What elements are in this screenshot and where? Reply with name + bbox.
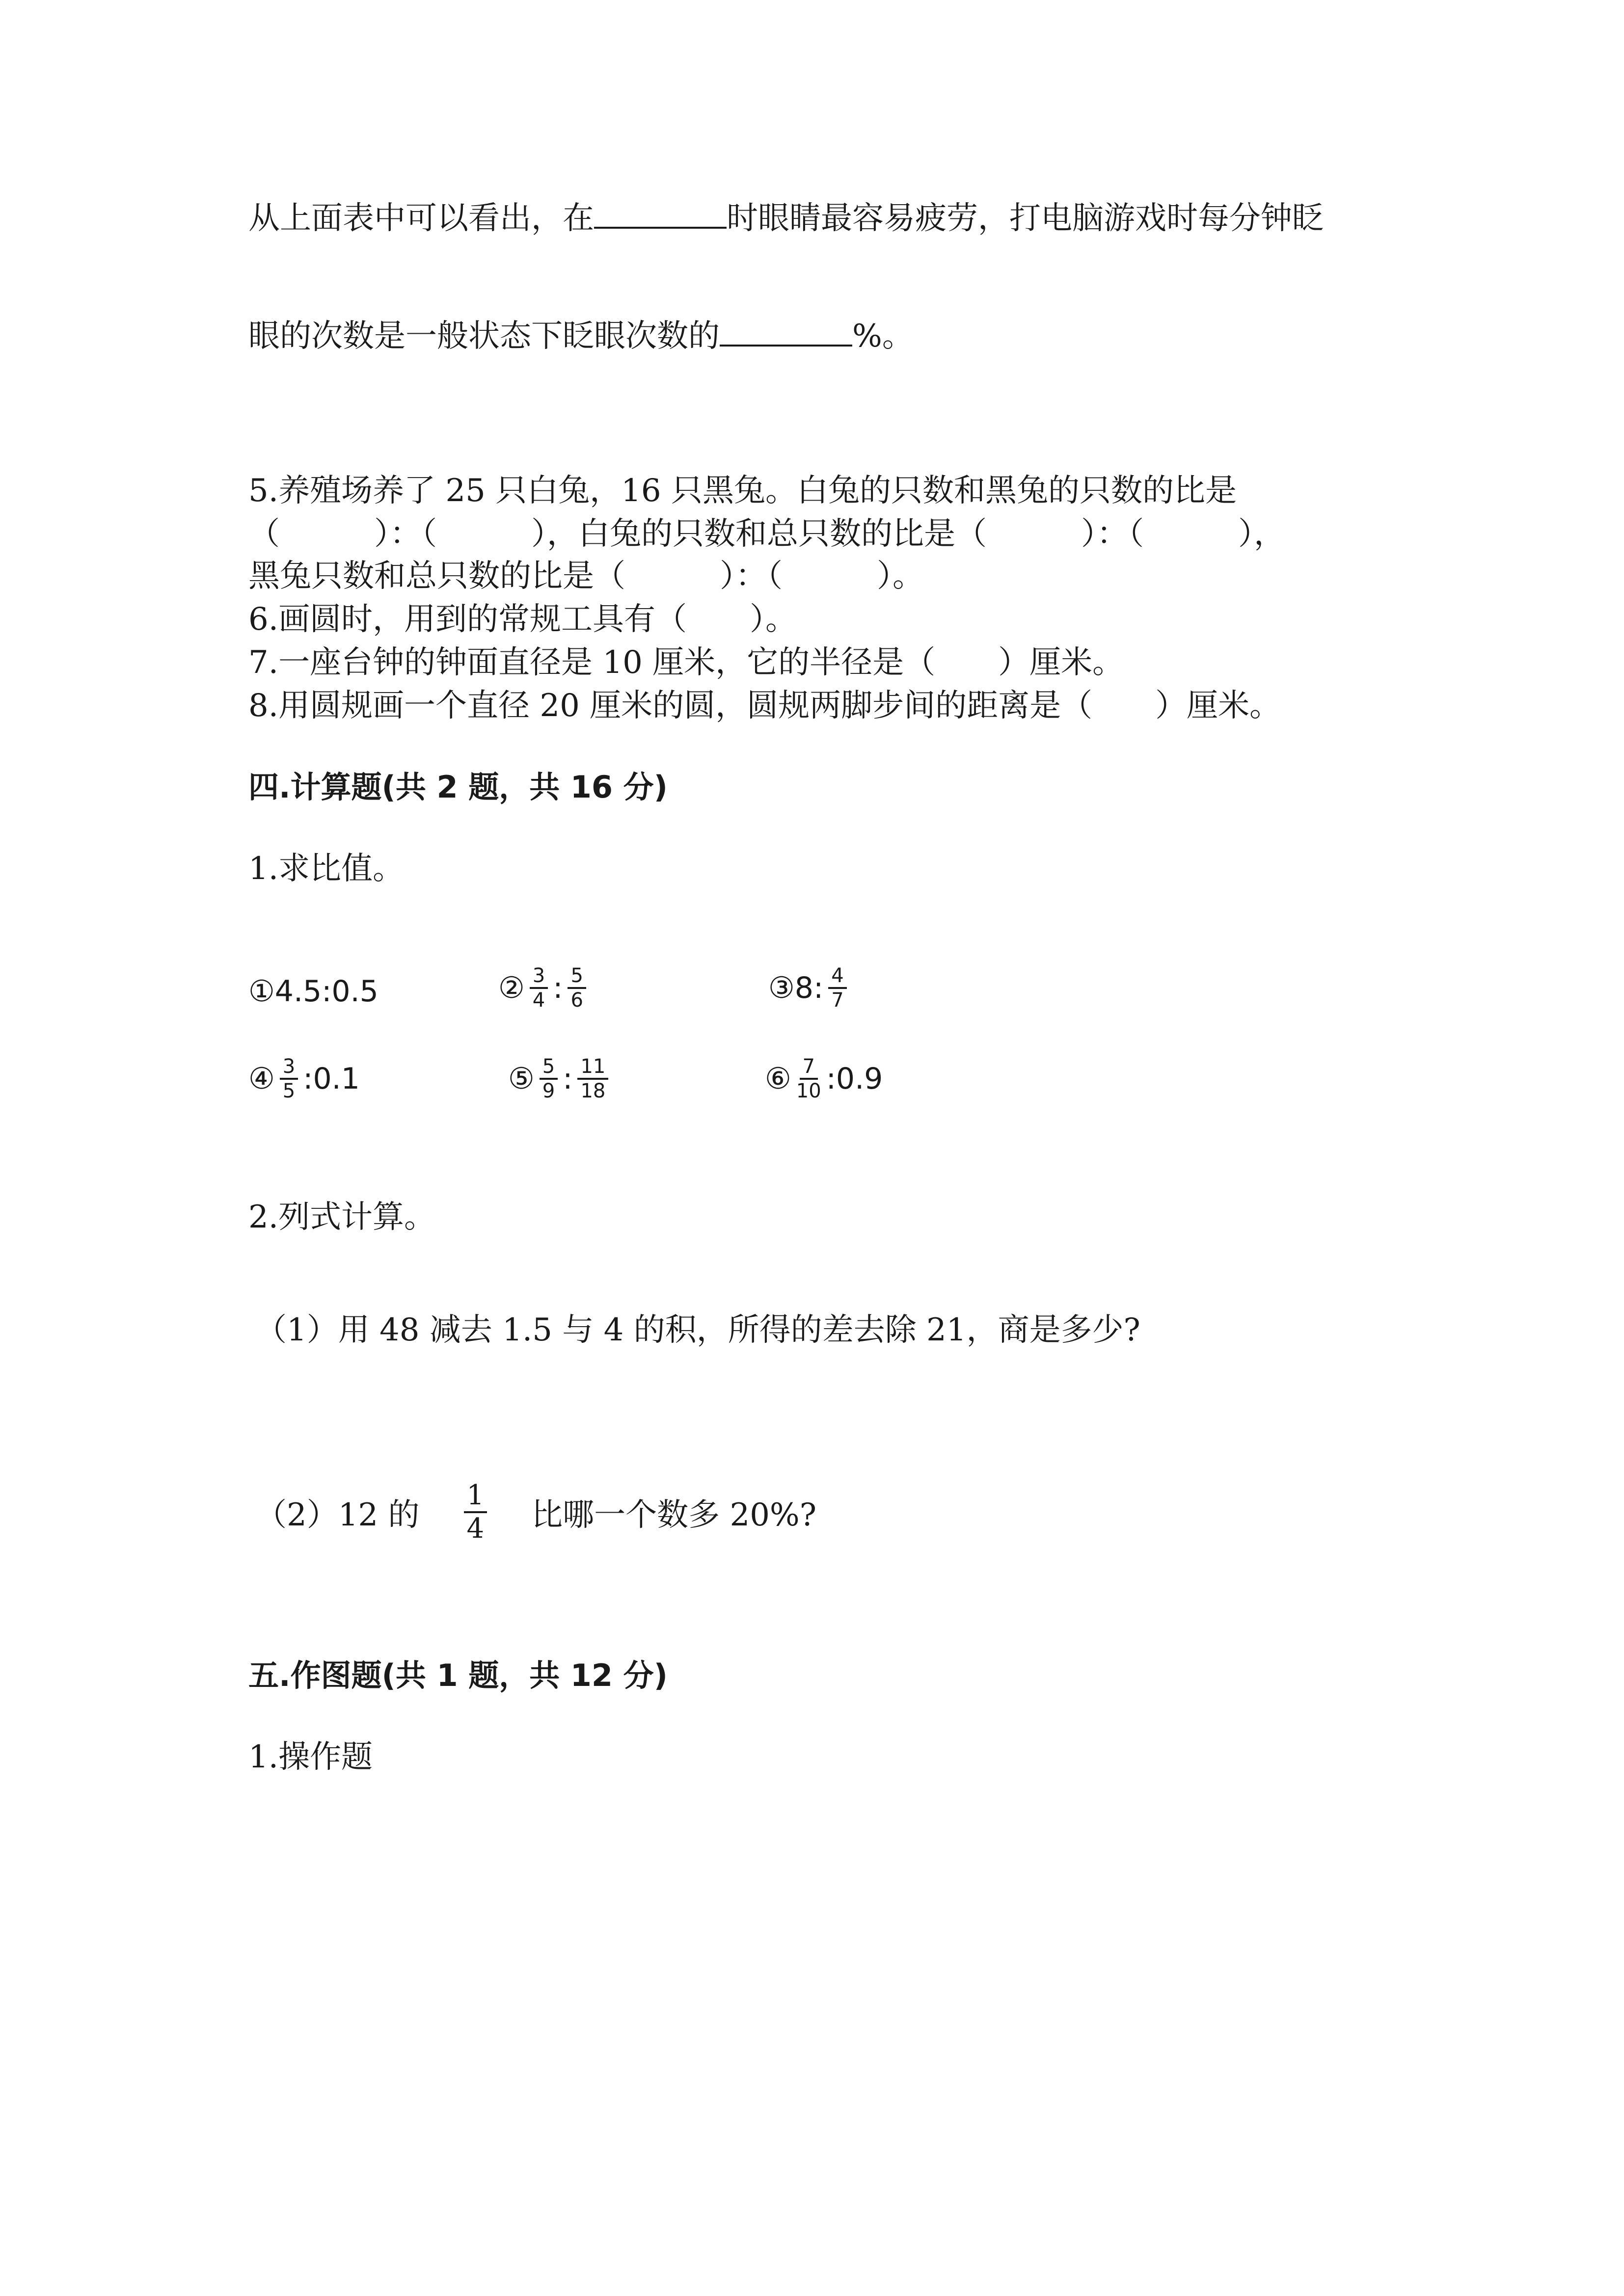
q6-text: 6.画圆时，用到的常规工具有（ ）。 bbox=[248, 601, 797, 638]
fraction: $\frac{1}{4}$ bbox=[464, 1480, 487, 1545]
ratio-item-5: ⑤ $\frac{5}{9}$ : $\frac{11}{18}$ bbox=[508, 1055, 613, 1102]
s5-q1-title: 1.操作题 bbox=[248, 1739, 373, 1775]
section-5-title: 五.作图题(共 1 题，共 12 分) bbox=[248, 1657, 668, 1693]
fraction: $\frac{3}{5}$ bbox=[280, 1055, 298, 1102]
answer-blank[interactable] bbox=[720, 316, 852, 347]
q5-line-2: （ ）：（ ），白兔的只数和总只数的比是（ ）：（ ）， bbox=[248, 516, 1285, 552]
fraction: $\frac{5}{6}$ bbox=[568, 964, 586, 1012]
ratio-item-4: ④ $\frac{3}{5}$ :0.1 bbox=[248, 1055, 360, 1102]
fraction: $\frac{5}{9}$ bbox=[540, 1055, 558, 1102]
q8-text: 8.用圆规画一个直径 20 厘米的圆，圆规两脚步间的距离是（ ）厘米。 bbox=[248, 688, 1281, 724]
ratio-item-1: ①4.5:0.5 bbox=[248, 974, 379, 1009]
s4-q2-part-2: （2）12 的 $\frac{1}{4}$ 比哪一个数多 20%? bbox=[255, 1479, 817, 1545]
ratio-item-3: ③8: $\frac{4}{7}$ bbox=[768, 964, 852, 1012]
s4-q1-title: 1.求比值。 bbox=[248, 851, 405, 887]
fraction: $\frac{11}{18}$ bbox=[577, 1055, 608, 1102]
s4-q2-part-1: （1）用 48 减去 1.5 与 4 的积，所得的差去除 21，商是多少? bbox=[255, 1312, 1140, 1348]
q4-line-1: 从上面表中可以看出，在 时眼睛最容易疲劳，打电脑游戏时每分钟眨 bbox=[248, 198, 1324, 238]
q4-line-2: 眼的次数是一般状态下眨眼次数的 %。 bbox=[248, 316, 914, 356]
ratio-item-6: ⑥ $\frac{7}{10}$ :0.9 bbox=[765, 1055, 883, 1102]
s4-q2-title: 2.列式计算。 bbox=[248, 1199, 436, 1235]
q5-line-1: 5.养殖场养了 25 只白兔，16 只黑兔。白兔的只数和黑兔的只数的比是 bbox=[248, 473, 1237, 509]
fraction: $\frac{3}{4}$ bbox=[530, 964, 548, 1012]
answer-blank[interactable] bbox=[594, 198, 727, 229]
q5-line-3: 黑兔只数和总只数的比是（ ）：（ ）。 bbox=[248, 558, 924, 594]
fraction: $\frac{7}{10}$ bbox=[796, 1055, 821, 1102]
q7-text: 7.一座台钟的钟面直径是 10 厘米，它的半径是（ ）厘米。 bbox=[248, 644, 1124, 681]
ratio-item-2: ② $\frac{3}{4}$ : $\frac{5}{6}$ bbox=[498, 964, 591, 1012]
fraction: $\frac{4}{7}$ bbox=[828, 964, 846, 1012]
section-4-title: 四.计算题(共 2 题，共 16 分) bbox=[248, 769, 668, 805]
